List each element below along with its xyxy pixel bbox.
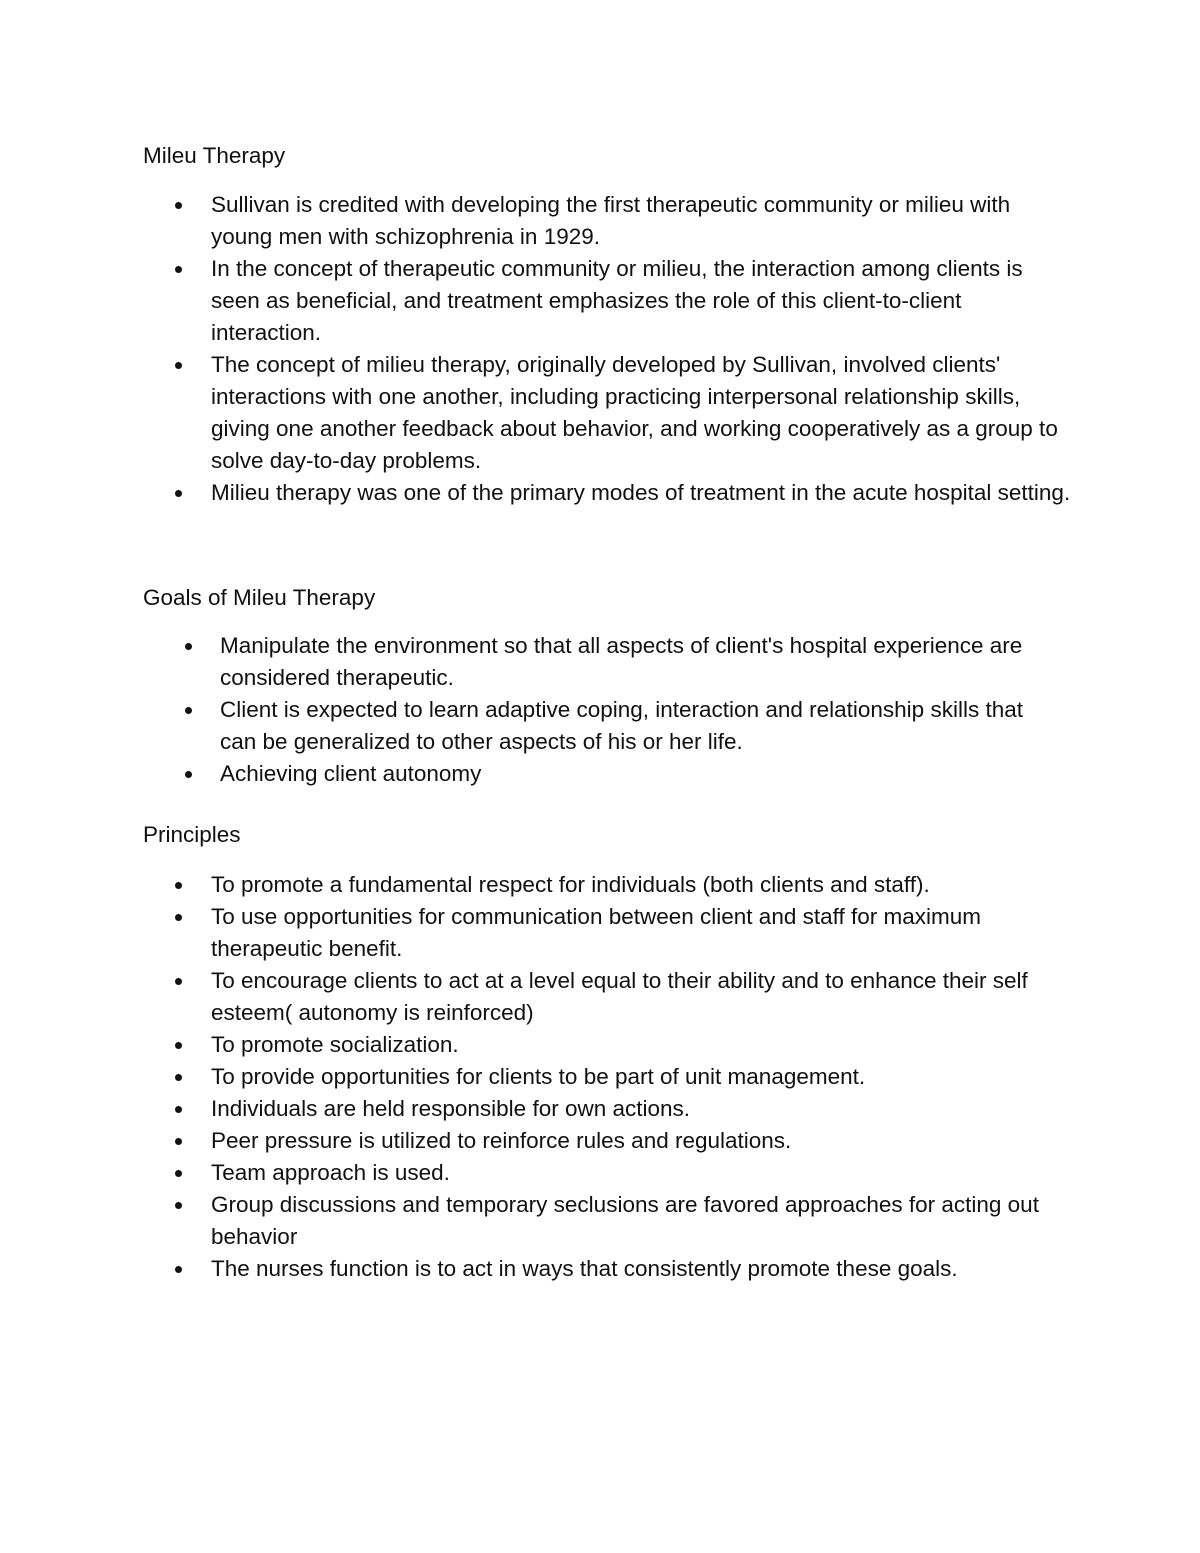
bullet-icon bbox=[175, 1042, 182, 1049]
bullet-icon bbox=[175, 1138, 182, 1145]
list-item-text: In the concept of therapeutic community or milieu, the interaction among clients is seen as beneficial, and treatment emphasizes the role of this client-to-client interaction. bbox=[211, 256, 1023, 345]
list-item-text: Peer pressure is utilized to reinforce rules and regulations. bbox=[211, 1128, 792, 1153]
section-heading-principles: Principles bbox=[143, 822, 241, 847]
bullet-icon bbox=[175, 1266, 182, 1273]
list-item-text: To provide opportunities for clients to be part of unit management. bbox=[211, 1064, 866, 1089]
list-item-text: Manipulate the environment so that all aspects of client's hospital experience are considered therapeutic. bbox=[220, 633, 1023, 690]
bullet-icon bbox=[175, 1202, 182, 1209]
list-item-text: Team approach is used. bbox=[211, 1160, 450, 1185]
section-heading-goals: Goals of Mileu Therapy bbox=[143, 585, 376, 610]
bullet-icon bbox=[185, 643, 192, 650]
list-item bbox=[211, 253, 1071, 349]
bullet-icon bbox=[185, 771, 192, 778]
bullet-icon bbox=[175, 266, 182, 273]
bullet-list-principles bbox=[211, 869, 1071, 1285]
bullet-icon bbox=[175, 1170, 182, 1177]
list-item-text: Client is expected to learn adaptive coping, interaction and relationship skills that can be generalized to other aspects of his or her life. bbox=[220, 697, 1023, 754]
list-item bbox=[211, 965, 1071, 1029]
list-item bbox=[220, 630, 1060, 694]
list-item bbox=[211, 477, 1071, 509]
bullet-icon bbox=[175, 1074, 182, 1081]
list-item bbox=[211, 1189, 1071, 1253]
list-item-text: Individuals are held responsible for own actions. bbox=[211, 1096, 691, 1121]
list-item bbox=[211, 1157, 1071, 1189]
list-item-text: Achieving client autonomy bbox=[220, 761, 482, 786]
list-item bbox=[211, 1253, 1071, 1285]
bullet-icon bbox=[175, 978, 182, 985]
list-item bbox=[220, 758, 1060, 790]
list-item bbox=[220, 694, 1060, 758]
bullet-icon bbox=[185, 707, 192, 714]
bullet-icon bbox=[175, 362, 182, 369]
list-item-text: To use opportunities for communication between client and staff for maximum therapeutic benefit. bbox=[211, 904, 981, 961]
list-item-text: To promote a fundamental respect for individuals (both clients and staff). bbox=[211, 872, 930, 897]
bullet-icon bbox=[175, 490, 182, 497]
list-item bbox=[211, 901, 1071, 965]
list-item-text: Sullivan is credited with developing the first therapeutic community or milieu with young men with schizophrenia in 1929. bbox=[211, 192, 1011, 249]
bullet-icon bbox=[175, 202, 182, 209]
bullet-list-goals bbox=[220, 630, 1060, 790]
bullet-icon bbox=[175, 882, 182, 889]
list-item-text: To promote socialization. bbox=[211, 1032, 459, 1057]
list-item-text: The concept of milieu therapy, originally developed by Sullivan, involved clients' interactions with one another, including practicing interpersonal relationship skills, giving one another feedback about behavior, and working cooperatively as a group to solve day-to-day problems. bbox=[211, 352, 1058, 473]
list-item bbox=[211, 1029, 1071, 1061]
list-item bbox=[211, 1125, 1071, 1157]
list-item-text: The nurses function is to act in ways that consistently promote these goals. bbox=[211, 1256, 958, 1281]
bullet-icon bbox=[175, 914, 182, 921]
list-item-text: Group discussions and temporary seclusions are favored approaches for acting out behavior bbox=[211, 1192, 1039, 1249]
list-item-text: Milieu therapy was one of the primary modes of treatment in the acute hospital setting. bbox=[211, 480, 1071, 505]
list-item-text: To encourage clients to act at a level equal to their ability and to enhance their self esteem( autonomy is reinforced) bbox=[211, 968, 1028, 1025]
list-item bbox=[211, 1061, 1071, 1093]
list-item bbox=[211, 869, 1071, 901]
bullet-list-mileu-therapy bbox=[211, 189, 1071, 509]
bullet-icon bbox=[175, 1106, 182, 1113]
list-item bbox=[211, 349, 1071, 477]
list-item bbox=[211, 189, 1071, 253]
list-item bbox=[211, 1093, 1071, 1125]
section-heading-mileu-therapy: Mileu Therapy bbox=[143, 143, 286, 168]
